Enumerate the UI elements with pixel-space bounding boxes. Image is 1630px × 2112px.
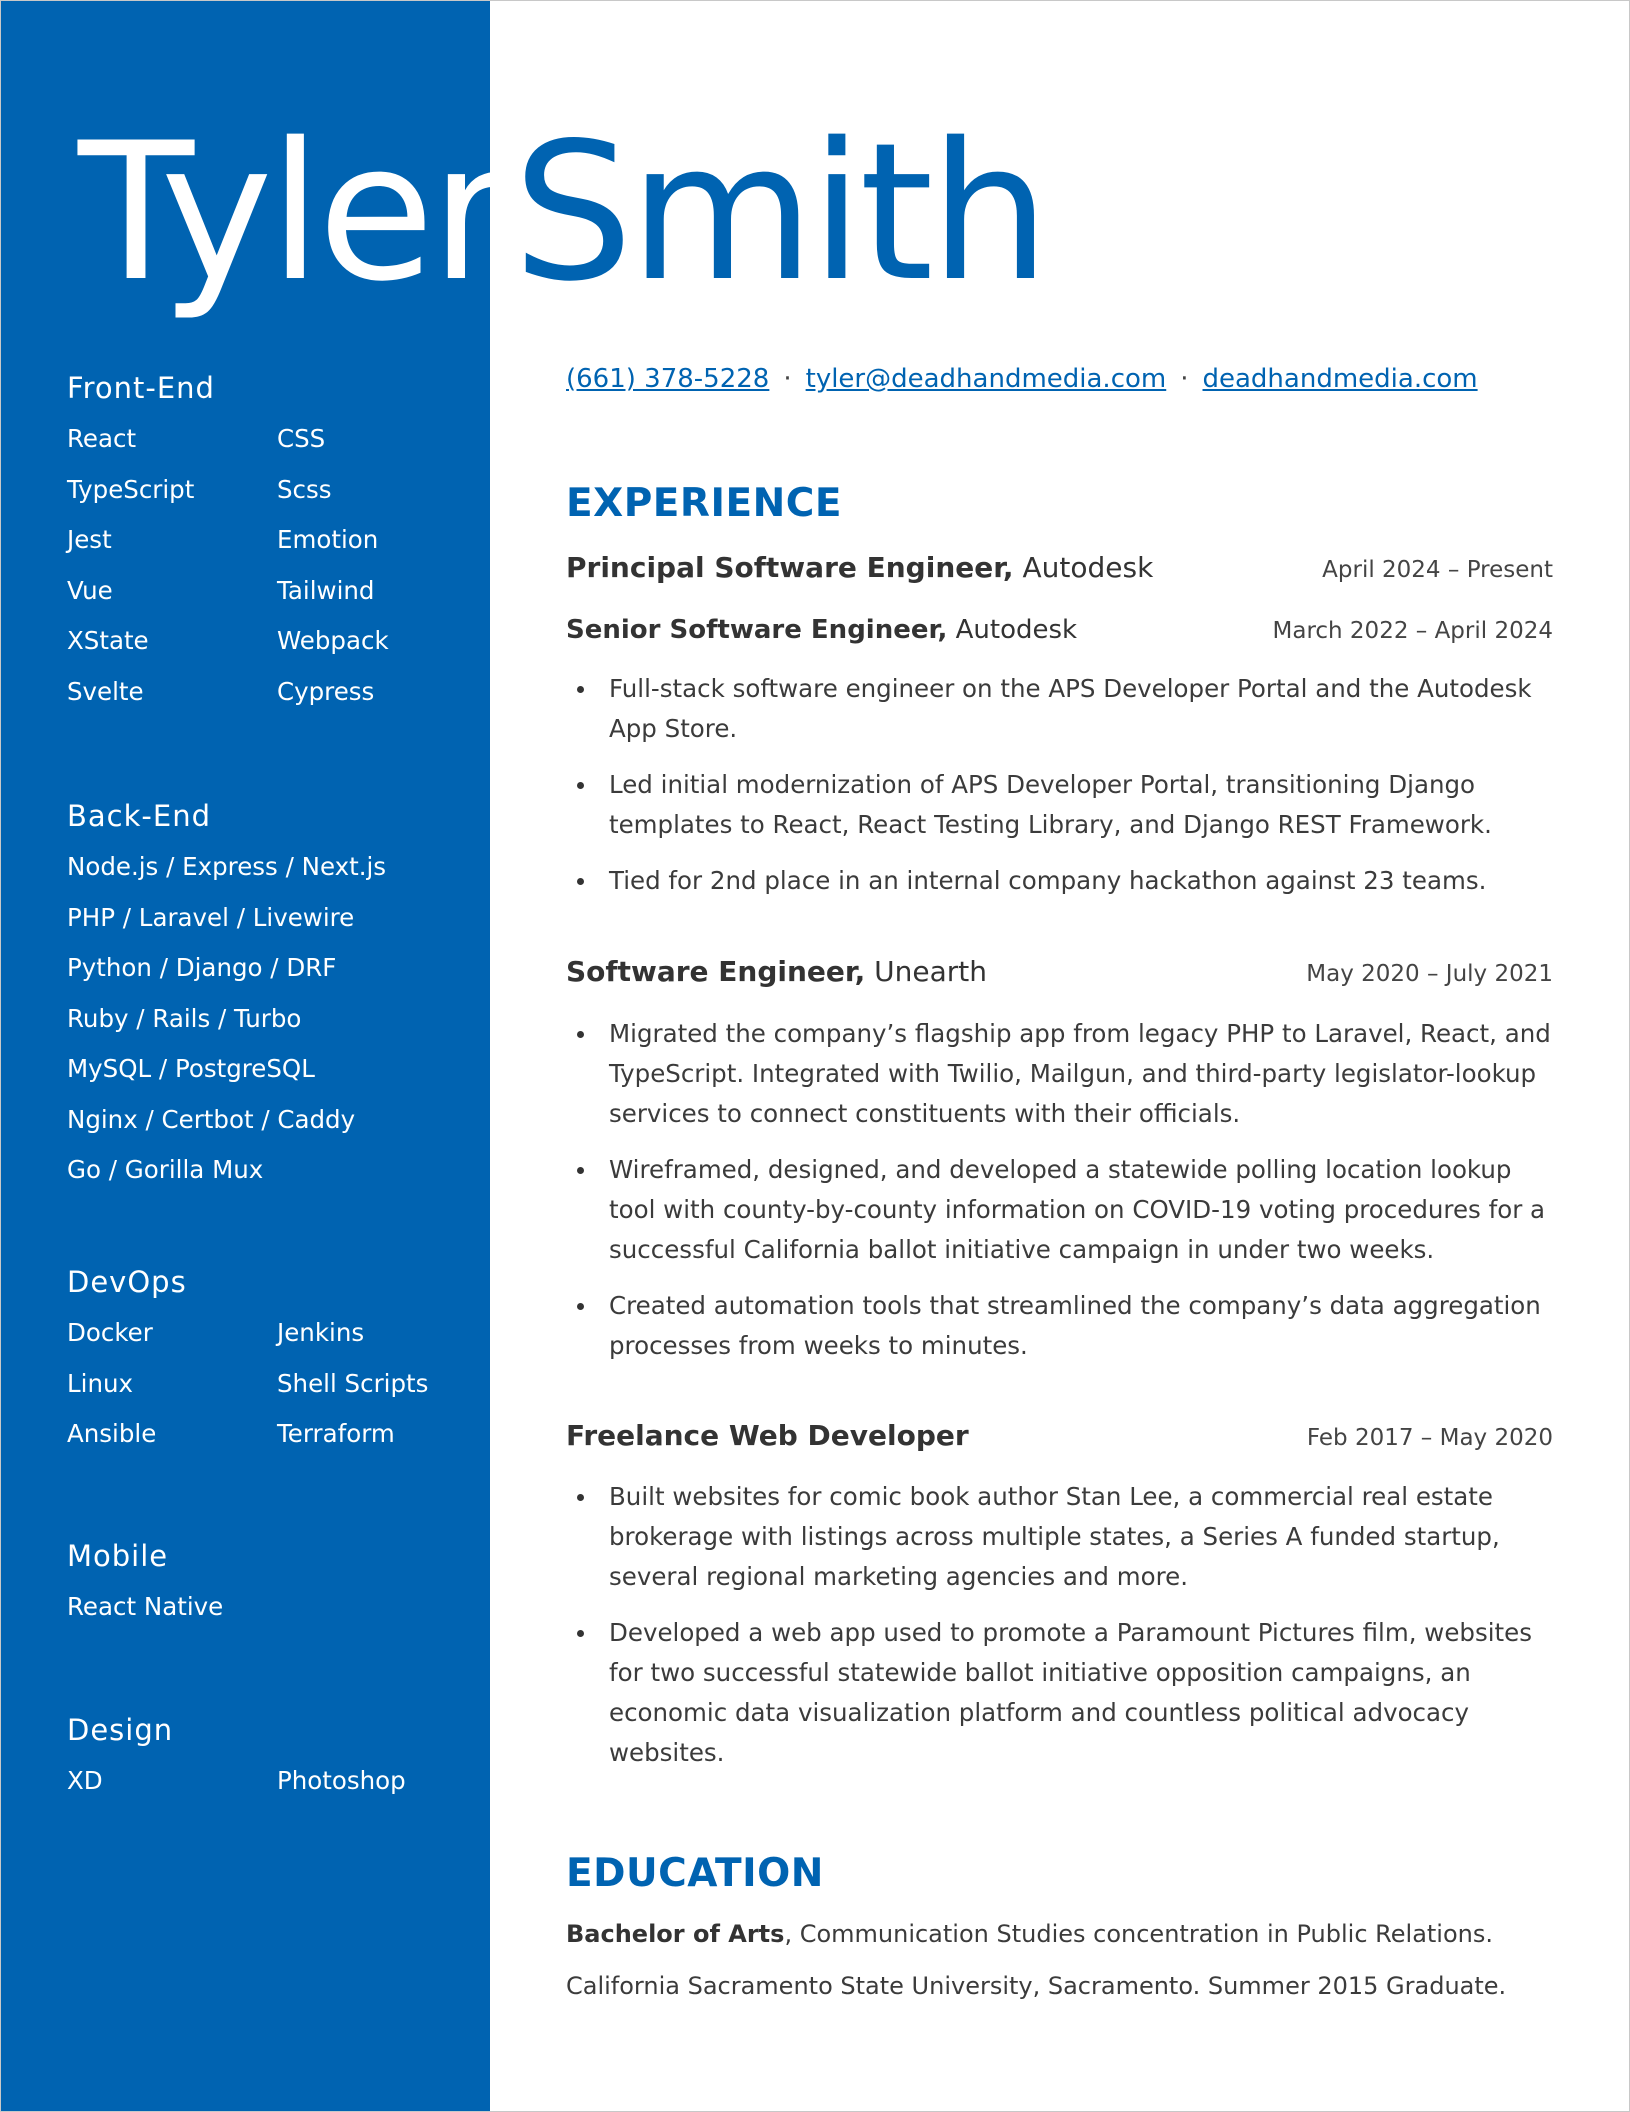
job-bullets — [566, 1014, 1556, 1382]
job-dates: March 2022 – April 2024 — [1272, 618, 1553, 644]
skill-item: Docker — [67, 1318, 153, 1347]
skill-group-devops — [67, 1265, 467, 1468]
job-dates: May 2020 – July 2021 — [1306, 961, 1553, 987]
skill-heading: Mobile — [67, 1539, 169, 1573]
skill-heading: DevOps — [67, 1265, 187, 1299]
skill-item: Ansible — [67, 1419, 157, 1448]
contact-separator: · — [783, 364, 792, 394]
skill-heading: Design — [67, 1713, 174, 1747]
skill-item: Webpack — [277, 626, 389, 655]
education-school: California Sacramento State University, Sacramento. Summer 2015 Graduate. — [566, 1972, 1507, 2000]
job-company: Autodesk — [1022, 551, 1154, 584]
resume-name — [78, 102, 1047, 323]
skill-item: Python / Django / DRF — [67, 953, 337, 982]
job-title-row — [566, 551, 1553, 584]
skill-group-back-end — [67, 799, 467, 1204]
skill-list — [67, 1316, 467, 1468]
skill-item: Svelte — [67, 676, 144, 706]
skill-item: Linux — [67, 1368, 134, 1398]
skill-list — [67, 422, 467, 725]
skill-item: Terraform — [277, 1419, 395, 1448]
education-degree — [566, 1920, 1493, 1948]
skill-group-design — [67, 1713, 467, 1815]
job-company: Autodesk — [955, 615, 1078, 645]
bullet-item: Full-stack software engineer on the APS Developer Portal and the Autodesk App Store. — [566, 669, 1556, 749]
skill-item: XD — [67, 1766, 103, 1795]
job-dates: Feb 2017 – May 2020 — [1306, 1425, 1553, 1451]
skill-item: Node.js / Express / Next.js — [67, 852, 387, 881]
job-title-row — [566, 1419, 1553, 1452]
skill-item: Ruby / Rails / Turbo — [67, 1003, 302, 1033]
job-bullets — [566, 669, 1556, 917]
education-heading: EDUCATION — [566, 1851, 824, 1896]
bullet-item: Created automation tools that streamlined the company’s data aggregation processes from weeks to minutes. — [566, 1286, 1556, 1366]
job-title: Software Engineer, Unearth — [566, 955, 988, 988]
bullet-item: Built websites for comic book author Stan Lee, a commercial real estate brokerage with listings across multiple states, a Series A funded startup, several regional marketing agencies and more. — [566, 1477, 1556, 1597]
skill-item: Emotion — [277, 525, 379, 554]
skill-item: Nginx / Certbot / Caddy — [67, 1104, 356, 1134]
skill-item: XState — [67, 626, 149, 655]
skill-item: Jenkins — [277, 1318, 365, 1347]
contact-line — [566, 364, 1478, 394]
job-title: Senior Software Engineer, Autodesk — [566, 615, 1078, 645]
skill-list — [67, 1764, 467, 1815]
contact-separator: · — [1180, 364, 1189, 394]
bullet-item: Developed a web app used to promote a Paramount Pictures film, websites for two successful statewide ballot initiative opposition campaigns, an economic data visualization platform and countless political advocacy websites. — [566, 1613, 1556, 1773]
skill-group-front-end — [67, 371, 467, 725]
email-link[interactable]: tyler@deadhandmedia.com — [805, 364, 1167, 394]
degree-detail: , Communication Studies concentration in Public Relations. — [784, 1920, 1493, 1948]
skill-item: TypeScript — [67, 474, 195, 504]
skill-item: PHP / Laravel / Livewire — [67, 902, 355, 932]
skill-item: Photoshop — [277, 1766, 406, 1795]
skill-list — [67, 1590, 467, 1641]
skill-item: Shell Scripts — [277, 1368, 429, 1398]
skill-item: React — [67, 424, 137, 453]
job-title-row — [566, 955, 1553, 988]
experience-heading: EXPERIENCE — [566, 481, 843, 526]
bullet-item: Led initial modernization of APS Developer Portal, transitioning Django templates to React, React Testing Library, and Django REST Framework. — [566, 765, 1556, 845]
job-title-row — [566, 615, 1553, 645]
skill-item: React Native — [67, 1592, 224, 1621]
job-company: Unearth — [874, 955, 988, 988]
bullet-item: Tied for 2nd place in an internal company hackathon against 23 teams. — [566, 861, 1556, 901]
job-bullets — [566, 1477, 1556, 1789]
skill-heading: Front-End — [67, 371, 215, 405]
last-name: Smith — [512, 102, 1047, 323]
bullet-item: Migrated the company’s flagship app from legacy PHP to Laravel, React, and TypeScript. Integrated with Twilio, Mailgun, and third-party legislator-lookup services to connect constituents with their officials. — [566, 1014, 1556, 1134]
phone-link[interactable]: (661) 378-5228 — [566, 364, 770, 394]
first-name: Tyler — [78, 102, 505, 323]
skill-item: CSS — [277, 424, 326, 453]
skill-item: Go / Gorilla Mux — [67, 1155, 264, 1184]
skill-item: Scss — [277, 474, 332, 504]
skill-list — [67, 850, 467, 1204]
skill-item: MySQL / PostgreSQL — [67, 1054, 315, 1083]
skill-item: Tailwind — [277, 575, 375, 605]
bullet-item: Wireframed, designed, and developed a statewide polling location lookup tool with county-by-county information on COVID-19 voting procedures for a successful California ballot initiative campaign in under two weeks. — [566, 1150, 1556, 1270]
skill-group-mobile — [67, 1539, 467, 1641]
skill-item: Cypress — [277, 676, 375, 706]
degree-name: Bachelor of Arts — [566, 1920, 785, 1948]
job-title: Freelance Web Developer — [566, 1419, 969, 1452]
job-title: Principal Software Engineer, Autodesk — [566, 551, 1154, 584]
skill-item: Vue — [67, 575, 113, 605]
skill-item: Jest — [67, 525, 112, 554]
job-dates: April 2024 – Present — [1322, 557, 1553, 583]
skill-heading: Back-End — [67, 799, 211, 833]
website-link[interactable]: deadhandmedia.com — [1202, 364, 1478, 394]
